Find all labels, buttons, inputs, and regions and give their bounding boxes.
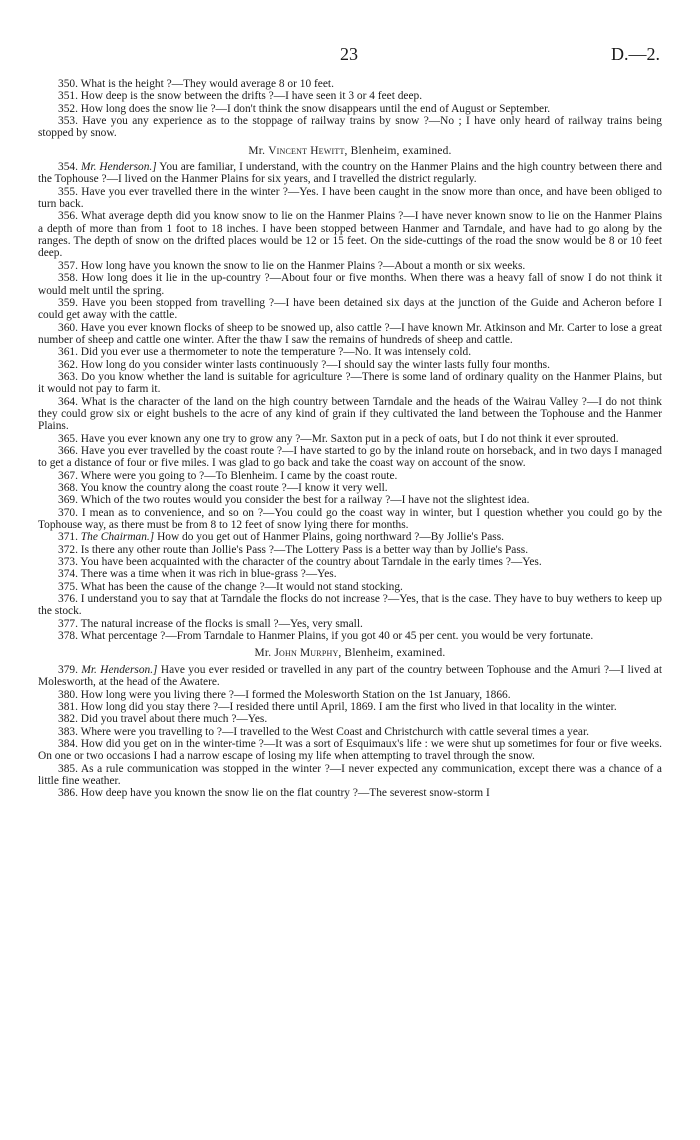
question-paragraph: 362. How long do you consider winter lasts continuously ?—I should say the winter lasts fully four months. (58, 358, 550, 371)
question-paragraph: 375. What has been the cause of the change ?—It would not stand stocking. (58, 580, 403, 593)
question-paragraph: 356. What average depth did you know snow to lie on the Hanmer Plains ?—I have never known snow to lie on the Hanmer Plains a depth of more than from 1 foot to 18 inches. I have been stopped between Hanmer and Tarndale, and have had to go along by the ranges. The depth of snow on the drifted places would be 12 or 15 feet. On the side-cuttings of the road the snow would be 8 or 10 feet deep. (38, 210, 662, 260)
witness-title: Mr. (254, 647, 272, 660)
question-paragraph: 352. How long does the snow lie ?—I don't think the snow disappears until the end of August or September. (58, 102, 551, 115)
question-text: You are familiar, I understand, with the country on the Hanmer Plains and the high country between there and the Tophouse ?—I lived on the Hanmer Plains for six years, and I travelled the district regularly. (38, 161, 662, 186)
question-paragraph: 385. As a rule communication was stopped in the winter ?—I never expected any communication, except there was a chance of a little fine weather. (38, 762, 662, 787)
document-reference: D.—2. (611, 44, 660, 64)
question-number: 354. (58, 161, 78, 174)
question-paragraph: 366. Have you ever travelled by the coast route ?—I have started to go by the inland route on horseback, and in two days I managed to get a distance of four or five miles. I was glad to go back and take the coast way on account of the snow. (38, 444, 662, 470)
question-paragraph: 384. How did you get on in the winter-time ?—It was a sort of Esquimaux's life : we were shut up sometimes for four or five weeks. On one or two occasions I had a narrow escape of losing my life when attempting to travel through the snow. (38, 737, 662, 763)
evidence-block-c (38, 544, 662, 643)
question-paragraph: 368. You know the country along the coast route ?—I know it very well. (58, 482, 388, 494)
question-text: How do you get out of Hanmer Plains, going northward ?—By Jollie's Pass. (154, 531, 504, 544)
question-paragraph: 372. Is there any other route than Jollie's Pass ?—The Lottery Pass is a better way than by Jollie's Pass. (58, 543, 529, 556)
question-paragraph: 359. Have you been stopped from travelling ?—I have been detained six days at the junction of the Guide and Acheron before I could get away with the cattle. (38, 296, 662, 322)
evidence-block-a (38, 78, 662, 140)
question-paragraph: 369. Which of the two routes would you consider the best for a railway ?—I have not the slightest idea. (58, 494, 530, 507)
speaker-label: Mr. Henderson.] (80, 161, 157, 174)
evidence-block-d (38, 689, 662, 800)
question-paragraph: 350. What is the height ?—They would average 8 or 10 feet. (58, 78, 334, 90)
question-paragraph: 370. I mean as to convenience, and so on ?—You could go the coast way in winter, but I question whether you could go by the Tophouse way, as there must be from 8 to 12 feet of snow lying there for months. (38, 506, 662, 532)
question-paragraph: 363. Do you know whether the land is suitable for agriculture ?—There is some land of ordinary quality on the Hanmer Plains, but it would not pay to farm it. (38, 370, 662, 396)
evidence-block-b (38, 186, 662, 532)
witness-name: John Murphy (274, 647, 339, 660)
question-paragraph: 378. What percentage ?—From Tarndale to Hanmer Plains, if you got 40 or 45 per cent. you would be very fortunate. (58, 630, 594, 643)
page-body (38, 78, 662, 800)
question-paragraph: 383. Where were you travelling to ?—I travelled to the West Coast and Christchurch with cattle several times a year. (58, 725, 590, 738)
question-paragraph: 381. How long did you stay there ?—I resided there until April, 1869. I am the first who lived in that locality in the winter. (58, 700, 617, 713)
question-number: 371. (58, 531, 78, 544)
speaker-label: The Chairman.] (80, 531, 155, 544)
question-paragraph: 357. How long have you known the snow to lie on the Hanmer Plains ?—About a month or six weeks. (58, 259, 526, 272)
question-text: Have you ever resided or travelled in any part of the country between Tophouse and the Amuri ?—I lived at Molesworth, at the head of the Awatere. (38, 663, 662, 689)
question-paragraph: 376. I understand you to say that at Tarndale the flocks do not increase ?—Yes, that is the case. They have to buy wethers to keep up the stock. (38, 593, 662, 618)
speaker-label: Mr. Henderson.] (81, 663, 158, 676)
witness-heading-murphy (38, 647, 662, 659)
question-number: 379. (58, 663, 78, 676)
question-paragraph: 353. Have you any experience as to the stoppage of railway trains by snow ?—No ; I have only heard of railway trains being stopped by snow. (38, 115, 662, 140)
question-paragraph: 358. How long does it lie in the up-country ?—About four or five months. When there was a heavy fall of snow I do not think it would melt until the spring. (38, 272, 662, 297)
witness-title: Mr. (248, 144, 266, 157)
question-paragraph (38, 161, 662, 186)
question-paragraph: 367. Where were you going to ?—To Blenheim. I came by the coast route. (58, 469, 398, 482)
question-paragraph: 365. Have you ever known any one try to grow any ?—Mr. Saxton put in a peck of oats, but I do not think it ever sprouted. (58, 432, 619, 445)
witness-name: Vincent Hewitt (268, 144, 345, 157)
witness-heading-rest: , Blenheim, examined. (344, 144, 452, 157)
page-number: 23 (340, 44, 358, 64)
question-paragraph: 377. The natural increase of the flocks is small ?—Yes, very small. (58, 617, 363, 630)
question-paragraph (38, 531, 662, 543)
page-header (38, 44, 660, 70)
question-paragraph: 380. How long were you living there ?—I formed the Molesworth Station on the 1st January, 1866. (58, 688, 511, 701)
question-paragraph: 351. How deep is the snow between the drifts ?—I have seen it 3 or 4 feet deep. (58, 90, 423, 103)
witness-heading-hewitt (38, 145, 662, 157)
question-paragraph: 364. What is the character of the land on the high country between Tarndale and the heads of the Wairau Valley ?—I do not think they could grow six or eight bushels to the acre of any kind of grain if they cultivated the land between the Tophouse and the Hanmer Plains. (38, 395, 662, 433)
question-paragraph: 382. Did you travel about there much ?—Yes. (58, 713, 268, 726)
question-paragraph: 355. Have you ever travelled there in the winter ?—Yes. I have been caught in the snow more than once, and have been obliged to turn back. (38, 185, 662, 211)
question-paragraph: 360. Have you ever known flocks of sheep to be snowed up, also cattle ?—I have known Mr. Atkinson and Mr. Carter to lose a great number of sheep and cattle one winter. After the thaw I saw the remains of hundreds of sheep and cattle. (38, 321, 662, 346)
question-paragraph (38, 664, 662, 689)
question-paragraph: 374. There was a time when it was rich in blue-grass ?—Yes. (58, 568, 337, 581)
question-paragraph: 373. You have been acquainted with the character of the country about Tarndale in the early times ?—Yes. (58, 556, 542, 569)
question-paragraph: 361. Did you ever use a thermometer to note the temperature ?—No. It was intensely cold. (58, 346, 472, 359)
question-paragraph: 386. How deep have you known the snow lie on the flat country ?—The severest snow-storm I (58, 787, 490, 800)
witness-heading-rest: , Blenheim, examined. (338, 647, 446, 660)
